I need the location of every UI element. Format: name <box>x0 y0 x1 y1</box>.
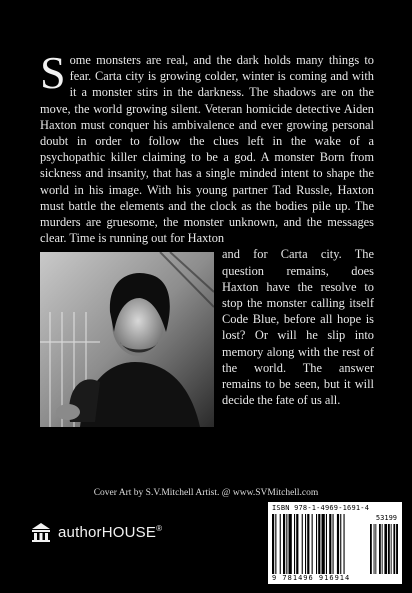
barcode-bar <box>393 524 395 574</box>
barcode-bar <box>307 514 309 574</box>
barcode-bar <box>280 514 281 574</box>
author-photo-image <box>40 252 214 427</box>
barcode-bar <box>272 514 274 574</box>
barcode-bar <box>283 514 285 574</box>
barcode-bars <box>272 514 398 574</box>
price-code: 53199 <box>375 514 397 522</box>
blurb-continuation: and for Carta city. The question remains, does Haxton have the resolve to stop the monster calling itself Code Blue, before all hope is lost? Or will he slip into memory along with the rest of the world. The answer remains to be seen, but it will decide the fate of us all. <box>222 247 374 408</box>
barcode-bar <box>337 514 339 574</box>
barcode-bar <box>379 524 381 574</box>
barcode-bar <box>286 514 287 574</box>
barcode-bar <box>294 514 295 574</box>
barcode-bar <box>382 524 383 574</box>
barcode-bar <box>333 514 334 574</box>
barcode-bar <box>370 524 372 574</box>
author-photo <box>40 252 214 427</box>
house-columns-icon <box>30 521 52 543</box>
barcode-bar <box>275 514 276 574</box>
blurb-text <box>40 47 374 429</box>
barcode-bar <box>329 514 331 574</box>
barcode-bar <box>388 524 390 574</box>
barcode-bar <box>344 514 345 574</box>
publisher-logo <box>30 520 162 544</box>
ean-number: 9 781496 916914 <box>272 574 398 582</box>
barcode-bar <box>312 514 313 574</box>
barcode-bar <box>384 524 387 574</box>
barcode-bar <box>322 514 325 574</box>
barcode-bar <box>302 514 303 574</box>
drop-cap: S <box>40 47 66 98</box>
barcode-bar <box>305 514 306 574</box>
barcode-bar <box>296 514 298 574</box>
blurb-intro: ome monsters are real, and the dark holds many things to fear. Carta city is growing colder, winter is coming and with it a monster stirs in the darkness. The shadows are on the move, the world growing silent. Veteran homicide detective Aiden Haxton must conquer his ambivalence and ever growing personal doubt in order to follow the clues left in the wake of a psychopathic killer claiming to be a god. A monster Born from sickness and insanity, that has a single minded intent to shape the world in his image. With his young partner Tad Russle, Haxton must battle the elements and the clock as the bodies pile up. The murders are gruesome, the monster unknown, and the messages clear. Time is running out for Haxton <box>40 53 374 246</box>
barcode-bar <box>391 524 392 574</box>
barcode-bar <box>374 524 375 574</box>
publisher-name: authorHOUSE® <box>58 523 163 541</box>
barcode-bar <box>340 514 341 574</box>
blurb-paragraph <box>40 47 374 246</box>
barcode-bar <box>318 514 320 574</box>
cover-art-credit: Cover Art by S.V.Mitchell Artist. @ www.SVMitchell.com <box>93 488 319 498</box>
barcode-bar <box>375 524 376 574</box>
barcode-bar <box>316 514 317 574</box>
isbn-barcode <box>268 502 402 584</box>
isbn-label: ISBN 978-1-4969-1691-4 <box>272 504 370 512</box>
barcode-bar <box>289 514 292 574</box>
barcode-bar <box>396 524 398 574</box>
barcode-bar <box>326 514 327 574</box>
